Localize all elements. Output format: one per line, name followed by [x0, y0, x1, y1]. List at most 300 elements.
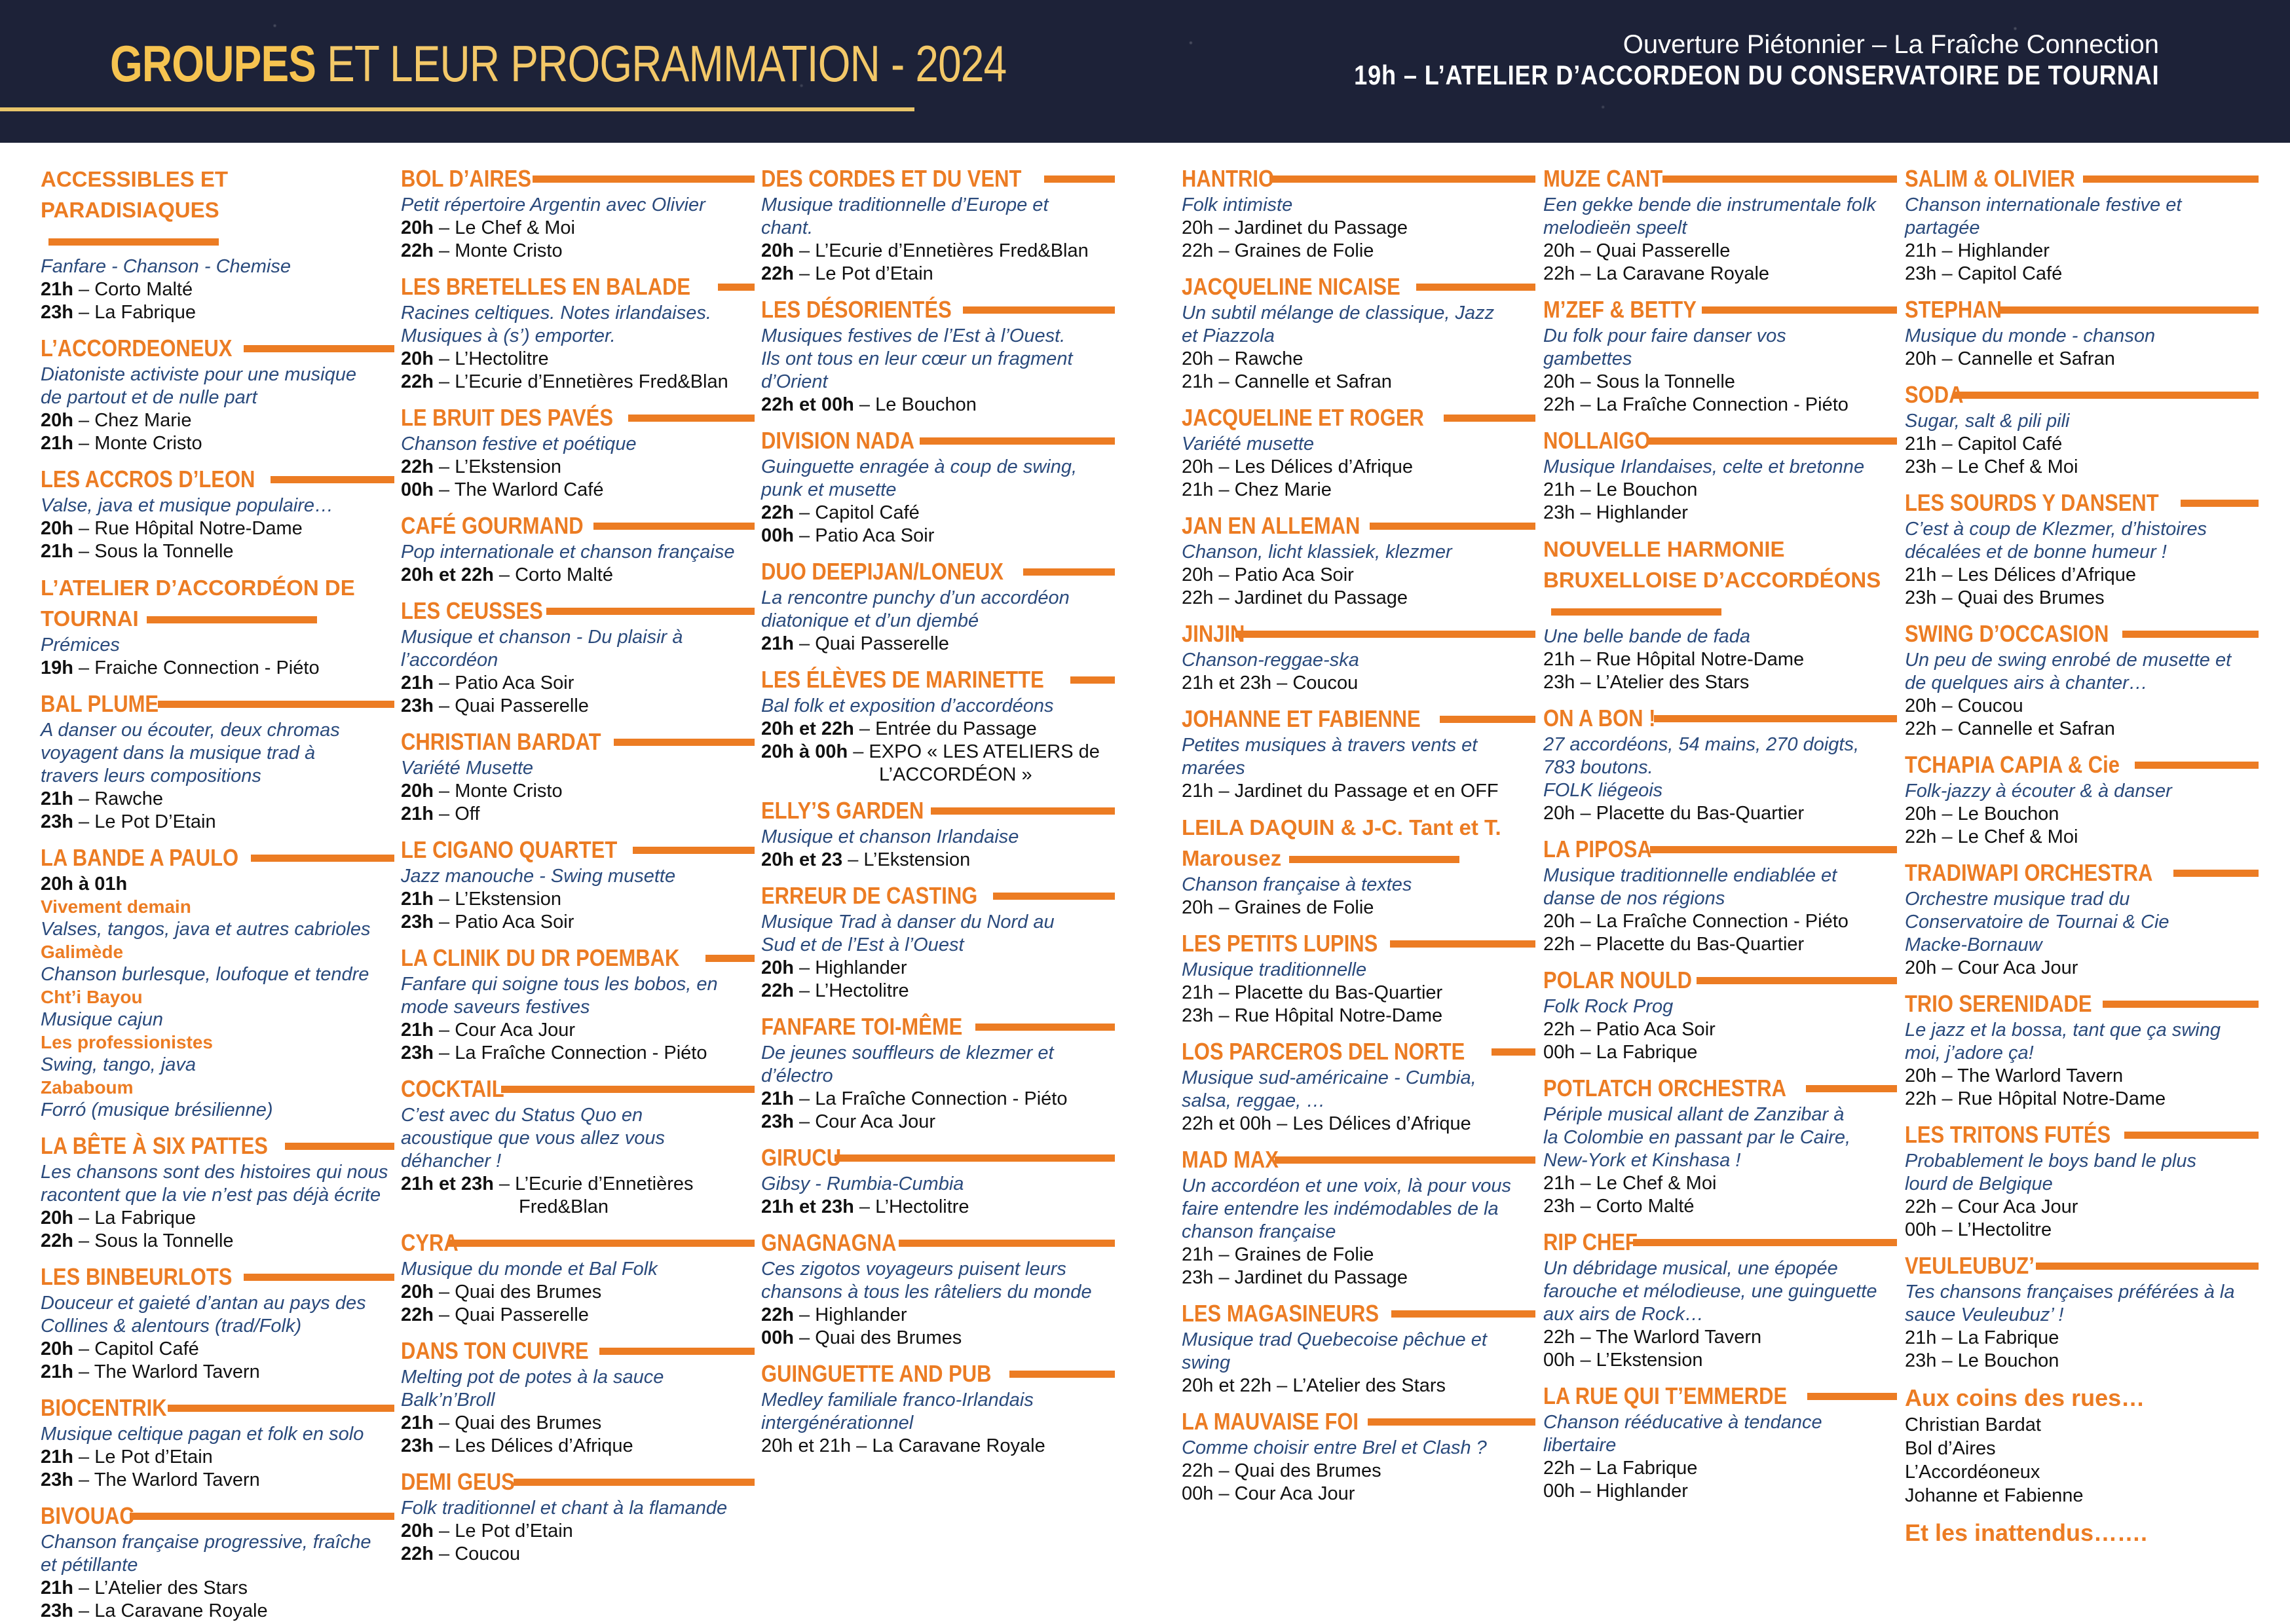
slot-venue: – Le Bouchon	[1936, 803, 2059, 824]
band-name: SODA	[1905, 381, 1964, 408]
slot-venue: – La Caravane Royale	[851, 1435, 1045, 1456]
heading-rule	[1390, 940, 1535, 948]
band-heading	[761, 665, 1115, 695]
band-name: ELLY’S GARDEN	[761, 797, 924, 824]
slot-time: 22h	[401, 1543, 434, 1564]
slot-time: 20h et 21h	[761, 1435, 852, 1456]
slot-venue: – Chez Marie	[73, 410, 192, 431]
performance-slot	[41, 1361, 394, 1384]
page-title	[110, 34, 1006, 94]
slot-time: 22h	[41, 1230, 73, 1251]
performance-slot	[1182, 456, 1535, 479]
performance-slot	[41, 517, 394, 540]
performance-slot	[1182, 1266, 1535, 1289]
slot-venue: – Rawche	[73, 788, 163, 809]
street-corner-artist: L’Accordéoneux	[1905, 1462, 2040, 1483]
performance-slot	[761, 1327, 1115, 1350]
slot-venue: – Cour Aca Jour	[1213, 1483, 1355, 1504]
band-description: Chanson française progressive, fraîche	[41, 1532, 371, 1553]
slot-venue: – Les Délices d’Afrique	[433, 1435, 633, 1456]
slot-venue: – Placette du Bas-Quartier	[1575, 934, 1805, 955]
slot-venue: – Rue Hôpital Notre-Dame	[73, 518, 303, 539]
band-name: NOUVELLE HARMONIE BRUXELLOISE D’ACCORDÉONS	[1543, 537, 1881, 592]
sub-group-description: Swing, tango, java	[41, 1054, 196, 1075]
performance-slot	[41, 1338, 394, 1361]
band-name: L’ATELIER D’ACCORDÉON DE TOURNAI	[41, 576, 355, 631]
slot-venue: – La Caravane Royale	[1575, 263, 1770, 284]
slot-venue: – Cannelle et Safran	[1213, 371, 1392, 392]
slot-venue: – L’Ekstension	[1575, 1350, 1703, 1371]
band-description: Ils ont tous en leur cœur un fragment	[761, 348, 1073, 369]
band-heading	[1182, 1407, 1535, 1437]
slot-venue: – Entrée du Passage	[854, 718, 1037, 739]
band-description: diatonique et d’un djembé	[761, 610, 979, 631]
band-name: LES DÉSORIENTÉS	[761, 296, 952, 323]
slot-time: 23h	[1543, 1196, 1575, 1217]
slot-venue: – Graines de Folie	[1213, 1244, 1374, 1265]
slot-venue: – Rue Hôpital Notre-Dame	[1575, 649, 1805, 670]
slot-time: 20h et 22h	[761, 718, 854, 739]
heading-rule	[1391, 1310, 1535, 1318]
slot-venue: – Cour Aca Jour	[793, 1111, 935, 1132]
slot-venue: – Cour Aca Jour	[433, 1020, 575, 1041]
slot-time: 22h	[1182, 240, 1214, 261]
band-heading	[761, 1228, 1115, 1258]
performance-slot	[1905, 348, 2259, 371]
heading-rule	[147, 616, 317, 623]
slot-time: 22h	[1182, 587, 1214, 608]
slot-time: 21h	[1182, 479, 1214, 500]
slot-venue: – Coucou	[433, 1543, 521, 1564]
band-heading	[1543, 1381, 1897, 1411]
performance-slot	[1905, 826, 2259, 849]
sub-group-description: Musique cajun	[41, 1009, 163, 1030]
band-name: GUINGUETTE AND PUB	[761, 1360, 992, 1387]
band-name: HANTRIO	[1182, 165, 1275, 192]
slot-time: 23h	[1182, 1005, 1214, 1026]
header-banner	[0, 0, 2290, 143]
band-description: Variété musette	[1182, 434, 1315, 454]
slot-venue: – Jardinet du Passage	[1213, 587, 1408, 608]
slot-time: 21h	[41, 433, 73, 454]
band-name: LEILA DAQUIN & J-C. Tant et T. Marousez	[1182, 815, 1501, 870]
heading-rule	[1370, 523, 1535, 530]
performance-slot	[1905, 1196, 2259, 1219]
slot-time: 20h	[41, 518, 73, 539]
performance-slot	[41, 1600, 394, 1623]
slot-venue: – L’Hectolitre	[854, 1196, 969, 1217]
band-description: Folk intimiste	[1182, 194, 1293, 215]
performance-slot	[1182, 1460, 1535, 1483]
band-description: Petit répertoire Argentin avec Olivier	[401, 194, 705, 215]
performance-slot	[761, 1088, 1115, 1111]
band-description: farouche et mélodieuse, une guinguette	[1543, 1281, 1877, 1302]
band-description: Musiques à (s’) emporter.	[401, 325, 616, 346]
slot-venue: – The Warlord Tavern	[73, 1469, 260, 1490]
slot-venue: – Quai des Brumes	[1213, 1460, 1381, 1481]
band-description: Musique du monde et Bal Folk	[401, 1259, 658, 1280]
performance-slot	[1905, 456, 2259, 479]
performance-slot	[1905, 1350, 2259, 1373]
performance-slot	[761, 1304, 1115, 1327]
performance-slot	[1182, 1375, 1535, 1397]
band-name: FANFARE TOI-MÊME	[761, 1013, 963, 1040]
slot-time: 22h	[1182, 1460, 1214, 1481]
slot-venue: – Monte Cristo	[73, 433, 202, 454]
performance-slot	[401, 240, 755, 263]
column-4	[1182, 164, 1535, 1505]
heading-rule	[1806, 1085, 1897, 1092]
heading-rule	[633, 847, 755, 854]
slot-venue: – Quai des Brumes	[1936, 587, 2105, 608]
slot-venue: – Quai Passerelle	[1575, 240, 1731, 261]
band-description: Collines & alentours (trad/Folk)	[41, 1316, 302, 1337]
performance-slot	[1905, 240, 2259, 263]
band-heading	[41, 1393, 394, 1423]
slot-venue-continued: Fred&Blan	[519, 1196, 609, 1217]
band-heading	[1905, 750, 2259, 780]
slot-venue: – Patio Aca Soir	[433, 912, 574, 932]
band-name: CAFÉ GOURMAND	[401, 512, 584, 539]
slot-time: 21h	[41, 1361, 73, 1382]
performance-slot	[761, 718, 1115, 741]
band-name: LES SOURDS Y DANSENT	[1905, 489, 2159, 516]
slot-venue: – Quai Passerelle	[433, 1304, 589, 1325]
band-description: Probablement le boys band le plus	[1905, 1151, 2196, 1172]
band-name: BAL PLUME	[41, 690, 159, 717]
performance-slot	[1182, 348, 1535, 371]
heading-rule	[1953, 392, 2259, 399]
performance-slot	[41, 409, 394, 432]
closing-note: Et les inattendus…….	[1905, 1519, 2148, 1546]
slot-venue: – Patio Aca Soir	[433, 673, 574, 693]
slot-venue: – L’Ekstension	[433, 889, 562, 910]
heading-rule	[1416, 284, 1535, 291]
heading-rule	[285, 1143, 394, 1150]
band-description: Chanson-reggae-ska	[1182, 650, 1359, 671]
band-description: Musiques festives de l’Est à l’Ouest.	[761, 325, 1066, 346]
band-description: Orchestre musique trad du	[1905, 889, 2130, 910]
band-description: travers leurs compositions	[41, 766, 261, 786]
band-name: JACQUELINE ET ROGER	[1182, 404, 1424, 431]
band-description: acoustique que vous allez vous	[401, 1128, 666, 1149]
band-description: et Piazzola	[1182, 325, 1275, 346]
band-name: BIVOUAC	[41, 1502, 134, 1529]
slot-time: 22h	[401, 371, 434, 392]
performance-slot	[1182, 564, 1535, 587]
band-description: A danser ou écouter, deux chromas	[41, 720, 340, 741]
performance-slot	[1905, 263, 2259, 286]
band-description: Chanson française à textes	[1182, 874, 1412, 895]
band-description: faire entendre les indémodables de la	[1182, 1198, 1499, 1219]
band-heading	[41, 843, 394, 873]
band-heading	[1543, 965, 1897, 995]
band-description: Folk traditionnel et chant à la flamande	[401, 1498, 728, 1519]
sub-group-name: Zababoum	[41, 1077, 134, 1098]
slot-time: 20h	[401, 1282, 434, 1302]
street-corner-artist: Bol d’Aires	[1905, 1438, 1996, 1459]
slot-venue: – Capitol Café	[1936, 263, 2063, 284]
opening-info	[1223, 30, 2160, 91]
band-description: Een gekke bende die instrumentale folk	[1543, 194, 1876, 215]
performance-slot	[1543, 240, 1897, 263]
band-description: marées	[1182, 758, 1245, 779]
performance-slot	[401, 1281, 755, 1304]
performance-slot	[761, 633, 1115, 655]
slot-time: 20h	[1543, 371, 1575, 392]
slot-venue: – Les Délices d’Afrique	[1271, 1113, 1471, 1134]
band-heading	[41, 572, 394, 634]
slot-venue: – Le Chef & Moi	[1936, 456, 2078, 477]
slot-venue: – Capitol Café	[793, 502, 920, 523]
band-description: punk et musette	[761, 479, 897, 500]
band-name: ACCESSIBLES ET PARADISIAQUES	[41, 167, 229, 222]
slot-venue: – L’Ecurie d’Ennetières	[493, 1173, 694, 1194]
band-heading	[1182, 403, 1535, 433]
band-description: déhancher !	[401, 1151, 502, 1172]
band-heading	[761, 1012, 1115, 1042]
slot-time: 20h	[1905, 695, 1937, 716]
band-heading	[1182, 704, 1535, 734]
band-heading	[1182, 1037, 1535, 1067]
slot-venue: – L’Ekstension	[433, 456, 562, 477]
slot-venue: – Monte Cristo	[433, 781, 563, 802]
band-name: JAN EN ALLEMAN	[1182, 512, 1361, 539]
slot-time: 00h	[1543, 1350, 1575, 1371]
title-underline	[0, 107, 914, 111]
heading-rule	[168, 1405, 394, 1412]
slot-time: 22h	[1543, 1458, 1575, 1479]
heading-rule	[448, 1240, 755, 1247]
heading-rule	[2135, 762, 2259, 769]
band-name: BOL D’AIRES	[401, 165, 531, 192]
band-description: Macke-Bornauw	[1905, 934, 2042, 955]
heading-rule	[963, 306, 1115, 314]
heading-rule	[2122, 631, 2259, 638]
slot-venue: – Capitol Café	[1936, 434, 2063, 454]
slot-time: 21h	[401, 803, 434, 824]
slot-venue: – Corto Malté	[73, 279, 193, 300]
slot-time: 21h	[401, 889, 434, 910]
band-name: DANS TON CUIVRE	[401, 1337, 589, 1364]
slot-time: 22h	[401, 1304, 434, 1325]
band-name: RIP CHEF	[1543, 1228, 1638, 1255]
band-description: Le jazz et la bossa, tant que ça swing	[1905, 1020, 2221, 1041]
slot-time: 20h	[1182, 348, 1214, 369]
performance-slot	[761, 1196, 1115, 1219]
slot-venue: – La Fabrique	[1575, 1042, 1698, 1063]
band-description: racontent que la vie n’est pas déjà écrite	[41, 1185, 381, 1206]
slot-venue: – Sous la Tonnelle	[1575, 371, 1735, 392]
band-description: Un accordéon et une voix, là pour vous	[1182, 1175, 1511, 1196]
performance-slot	[761, 394, 1115, 416]
performance-slot	[401, 888, 755, 911]
band-heading	[401, 596, 755, 626]
band-description: Musique traditionnelle	[1182, 959, 1367, 980]
column-2	[401, 164, 755, 1566]
band-description: Fanfare - Chanson - Chemise	[41, 256, 291, 277]
band-description: Diatoniste activiste pour une musique	[41, 364, 356, 385]
performance-slot	[1182, 587, 1535, 610]
band-name: VEULEUBUZ’	[1905, 1252, 2035, 1279]
slot-time: 22h et 00h	[761, 394, 854, 415]
slot-venue: – Graines de Folie	[1213, 897, 1374, 918]
slot-time: 21h	[761, 1088, 794, 1109]
slot-time: 23h	[401, 1043, 434, 1063]
heading-rule	[1662, 175, 1897, 183]
band-description: salsa, reggae, …	[1182, 1090, 1326, 1111]
performance-slot	[1905, 1219, 2259, 1242]
band-description: FOLK liégeois	[1543, 780, 1663, 801]
slot-time: 20h	[41, 1338, 73, 1359]
slot-venue: – EXPO « LES ATELIERS de	[848, 741, 1100, 762]
performance-slot	[1543, 1480, 1897, 1503]
band-description: chansons à tous les râteliers du monde	[761, 1282, 1092, 1302]
slot-venue: – Coucou	[1271, 673, 1359, 693]
slot-time: 23h	[1905, 1350, 1937, 1371]
band-name: LES BINBEURLOTS	[41, 1263, 233, 1290]
slot-venue: – L’Hectolitre	[1936, 1219, 2052, 1240]
heading-rule	[599, 1348, 755, 1355]
slot-time: 21h	[41, 541, 73, 562]
band-description: partagée	[1905, 217, 1980, 238]
performance-slot	[41, 1207, 394, 1230]
slot-venue: – L’Hectolitre	[793, 980, 909, 1001]
heading-rule	[931, 807, 1115, 815]
band-description: Musique trad Quebecoise pêchue et	[1182, 1329, 1487, 1350]
band-description: gambettes	[1543, 348, 1632, 369]
band-heading	[1543, 1073, 1897, 1103]
heading-rule	[271, 476, 394, 483]
slot-venue: – Jardinet du Passage	[1213, 217, 1408, 238]
performance-slot	[401, 695, 755, 718]
performance-slot	[1543, 802, 1897, 825]
slot-time: 21h	[41, 788, 73, 809]
slot-time: 23h	[1543, 502, 1575, 523]
band-name: L’ACCORDEONEUX	[41, 335, 233, 361]
slot-venue: – Highlander	[1575, 1481, 1688, 1502]
slot-time: 20h et 22h	[401, 564, 494, 585]
performance-slot	[1543, 1018, 1897, 1041]
band-heading	[401, 164, 755, 194]
slot-venue: – Corto Malté	[1575, 1196, 1695, 1217]
band-description: Medley familiale franco-Irlandais	[761, 1390, 1034, 1411]
slot-time: 20h	[1182, 564, 1214, 585]
performance-slot	[1905, 1327, 2259, 1350]
band-heading	[761, 1359, 1115, 1389]
slot-time: 22h	[1543, 1327, 1575, 1348]
heading-rule	[1998, 306, 2259, 314]
band-name: POLAR NOULD	[1543, 967, 1693, 993]
slot-venue: – Les Délices d’Afrique	[1936, 564, 2137, 585]
band-description: l’accordéon	[401, 650, 498, 671]
heading-rule	[1650, 846, 1897, 853]
performance-slot	[401, 564, 755, 587]
band-description: Musique sud-américaine - Cumbia,	[1182, 1067, 1476, 1088]
slot-time: 00h	[1182, 1483, 1214, 1504]
slot-venue: – La Fraîche Connection - Piéto	[1575, 911, 1849, 932]
slot-time: 20h	[401, 348, 434, 369]
band-name: LES TRITONS FUTÉS	[1905, 1121, 2111, 1148]
band-heading	[41, 164, 394, 255]
band-description: danse de nos régions	[1543, 888, 1725, 909]
band-name: LA MAUVAISE FOI	[1182, 1408, 1359, 1435]
slot-time: 23h	[1905, 263, 1937, 284]
band-heading	[1905, 858, 2259, 888]
slot-venue: – Sous la Tonnelle	[73, 1230, 234, 1251]
performance-slot	[401, 371, 755, 394]
heading-rule	[48, 238, 219, 246]
band-heading	[1905, 164, 2259, 194]
slot-time: 21h	[1543, 479, 1575, 500]
slot-time: 00h	[761, 525, 794, 546]
band-description: Musique et chanson - Du plaisir à	[401, 627, 683, 648]
slot-venue: – Quai des Brumes	[793, 1327, 962, 1348]
slot-time: 20h	[1182, 897, 1214, 918]
slot-venue: – Highlander	[1936, 240, 2050, 261]
band-heading	[41, 689, 394, 719]
heading-rule	[1009, 1371, 1115, 1378]
sub-group-description: Chanson burlesque, loufoque et tendre	[41, 964, 369, 985]
performance-slot	[761, 1435, 1115, 1458]
band-name: DIVISION NADA	[761, 427, 914, 454]
band-heading	[41, 1262, 394, 1292]
performance-slot	[1543, 933, 1897, 956]
band-heading	[41, 464, 394, 494]
slot-time: 22h	[1543, 1019, 1575, 1040]
band-heading	[1905, 1251, 2259, 1281]
performance-slot	[1543, 371, 1897, 394]
band-name: SWING D’OCCASION	[1905, 620, 2109, 647]
slot-venue: – La Fabrique	[73, 302, 196, 323]
slot-time: 23h	[41, 811, 73, 832]
band-description: Bal folk et exposition d’accordéons	[761, 695, 1054, 716]
performance-slot	[41, 873, 394, 896]
band-description: et pétillante	[41, 1555, 138, 1576]
band-name: LES CEUSSES	[401, 597, 543, 624]
title-rest: ET LEUR PROGRAMMATION - 2024	[316, 35, 1007, 92]
performance-slot	[1543, 1195, 1897, 1218]
band-description: aux airs de Rock…	[1543, 1304, 1704, 1325]
band-description: mode saveurs festives	[401, 997, 590, 1018]
slot-time: 22h	[1543, 394, 1575, 415]
slot-venue: – Highlander	[793, 1304, 907, 1325]
slot-venue: – Highlander	[793, 957, 907, 978]
heading-rule	[1551, 608, 1721, 616]
slot-time: 22h	[1905, 1196, 1937, 1217]
slot-time: 00h	[1543, 1481, 1575, 1502]
slot-time: 22h	[761, 980, 794, 1001]
performance-slot	[761, 741, 1115, 764]
slot-time: 20h	[1182, 456, 1214, 477]
performance-slot	[401, 803, 755, 826]
slot-time: 23h	[401, 695, 434, 716]
band-description: de partout et de nulle part	[41, 387, 257, 408]
performance-slot	[1543, 263, 1897, 286]
band-heading	[761, 164, 1115, 194]
band-description: Jazz manouche - Swing musette	[401, 866, 676, 887]
slot-venue: – Chez Marie	[1213, 479, 1332, 500]
slot-venue: – Patio Aca Soir	[1213, 564, 1354, 585]
slot-venue: – The Warlord Tavern	[1575, 1327, 1762, 1348]
band-description: d’Orient	[761, 371, 828, 392]
slot-venue: – Quai des Brumes	[433, 1412, 602, 1433]
slot-venue: – Le Chef & Moi	[433, 217, 575, 238]
band-description: la Colombie en passant par le Caire,	[1543, 1127, 1851, 1148]
slot-time: 21h et 23h	[761, 1196, 854, 1217]
band-name: LA BÊTE À SIX PATTES	[41, 1132, 268, 1159]
slot-venue: – Cannelle et Safran	[1936, 348, 2115, 369]
